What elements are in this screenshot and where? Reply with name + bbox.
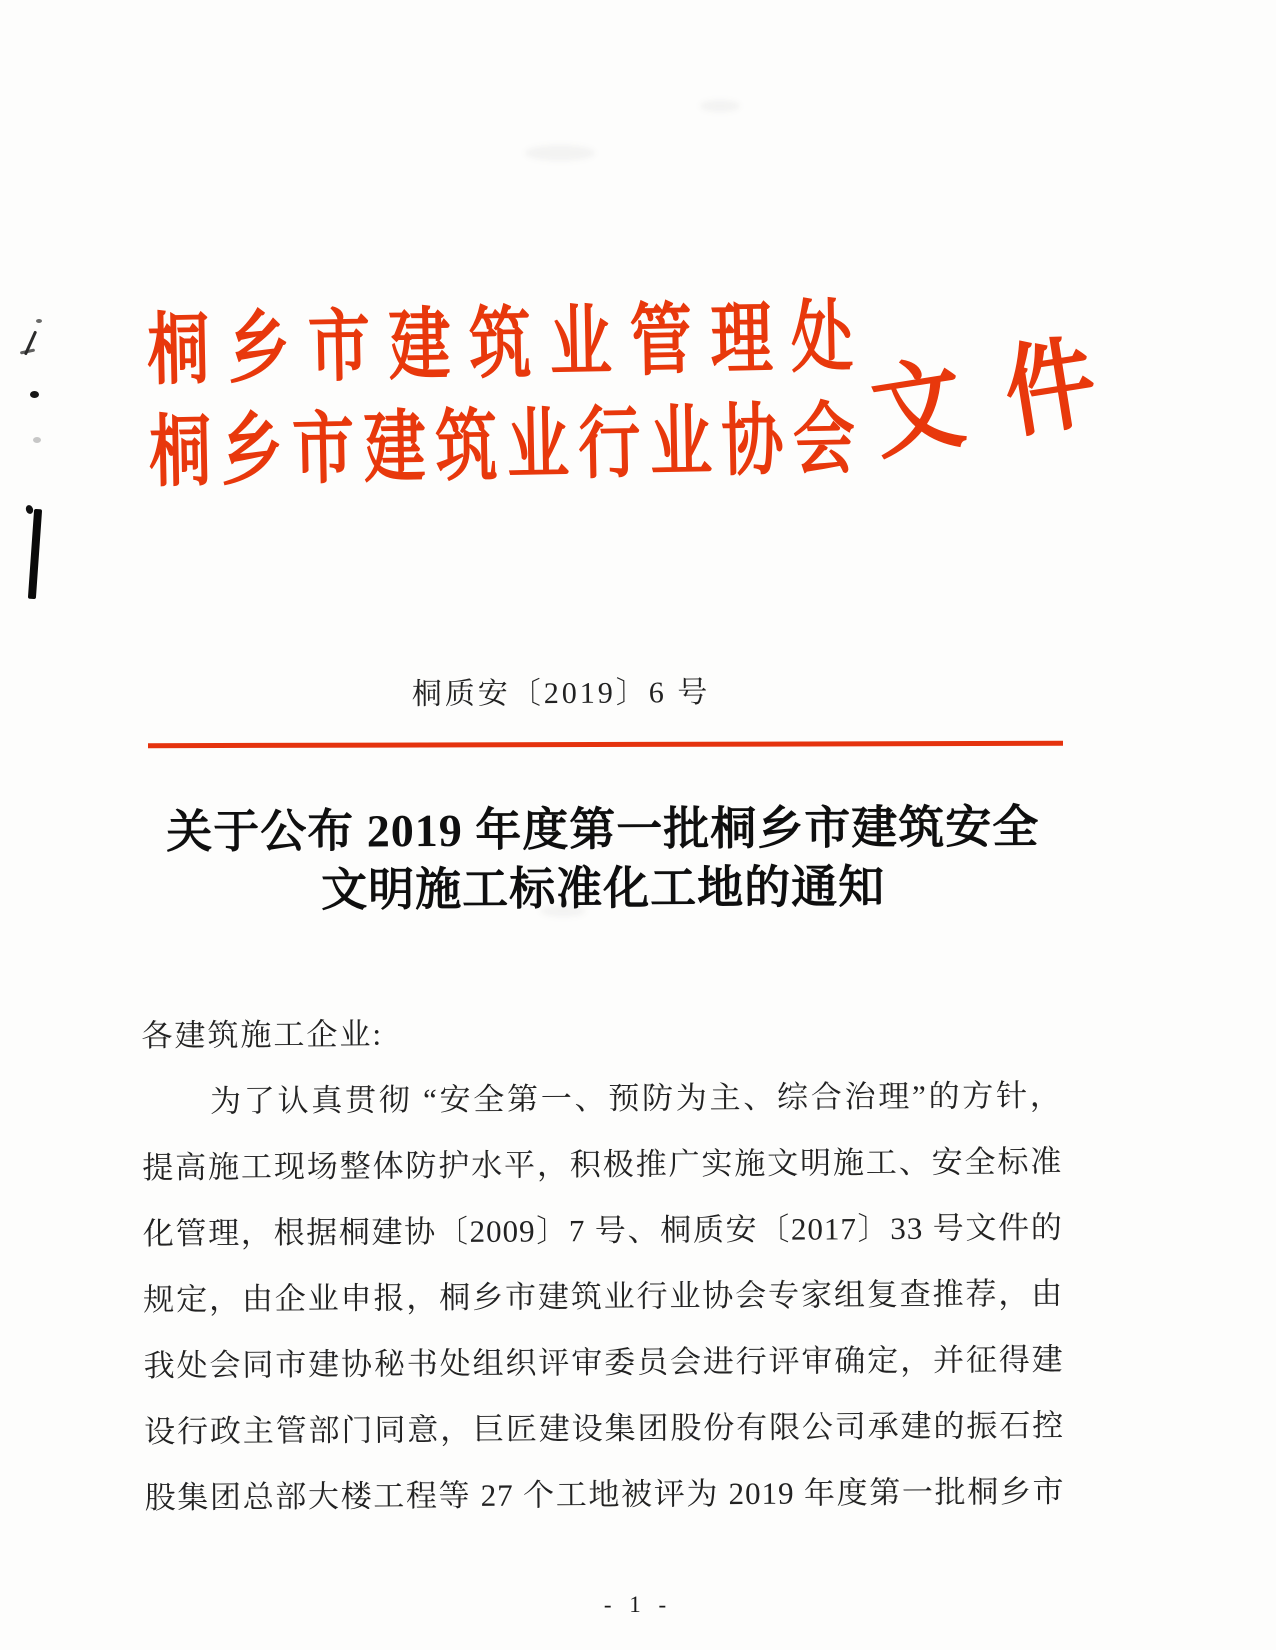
document-body: [141, 997, 1065, 1531]
body-line: 规定，由企业申报，桐乡市建筑业行业协会专家组复查推荐，由: [143, 1275, 1064, 1318]
scan-ink-dot: [33, 437, 41, 443]
scan-smudge: [700, 100, 740, 112]
org-name-line2: 桐 乡 市 建 筑 业 行 业 协 会: [148, 397, 856, 498]
scan-ink-mark: [20, 348, 35, 354]
page-number: - 1 -: [603, 1592, 673, 1617]
document-number: 桐质安〔2019〕6 号: [411, 675, 711, 712]
body-line: 股集团总部大楼工程等 27 个工地被评为 2019 年度第一批桐乡市: [144, 1473, 1065, 1516]
title-line1: 关于公布 2019 年度第一批桐乡市建筑安全: [166, 801, 1040, 858]
scan-smudge: [525, 145, 595, 161]
document-label: 文件: [864, 320, 1148, 473]
binding-mark: [28, 509, 42, 599]
body-line: 化管理，根据桐建协〔2009〕7 号、桐质安〔2017〕33 号文件的: [142, 1209, 1063, 1252]
scan-ink-dot: [30, 391, 39, 398]
document-letterhead: [146, 295, 1250, 498]
body-line: 我处会同市建协秘书处组织评审委员会进行评审确定，并征得建: [143, 1341, 1064, 1384]
body-line: 设行政主管部门同意，巨匠建设集团股份有限公司承建的振石控: [144, 1407, 1065, 1450]
salutation: 各建筑施工企业:: [141, 1016, 384, 1054]
title-line2: 文明施工标准化工地的通知: [321, 861, 886, 916]
document-title: [143, 797, 1064, 921]
org-name-line1: 桐 乡 市 建 筑 业 管 理 处: [146, 295, 854, 396]
body-line: 提高施工现场整体防护水平，积极推广实施文明施工、安全标准: [142, 1143, 1063, 1186]
issuing-organizations: [146, 295, 856, 498]
scan-ink-mark: [36, 319, 42, 323]
body-line: 为了认真贯彻 “安全第一、预防为主、综合治理”的方针，: [209, 1077, 1062, 1119]
red-separator-line: [148, 741, 1063, 748]
